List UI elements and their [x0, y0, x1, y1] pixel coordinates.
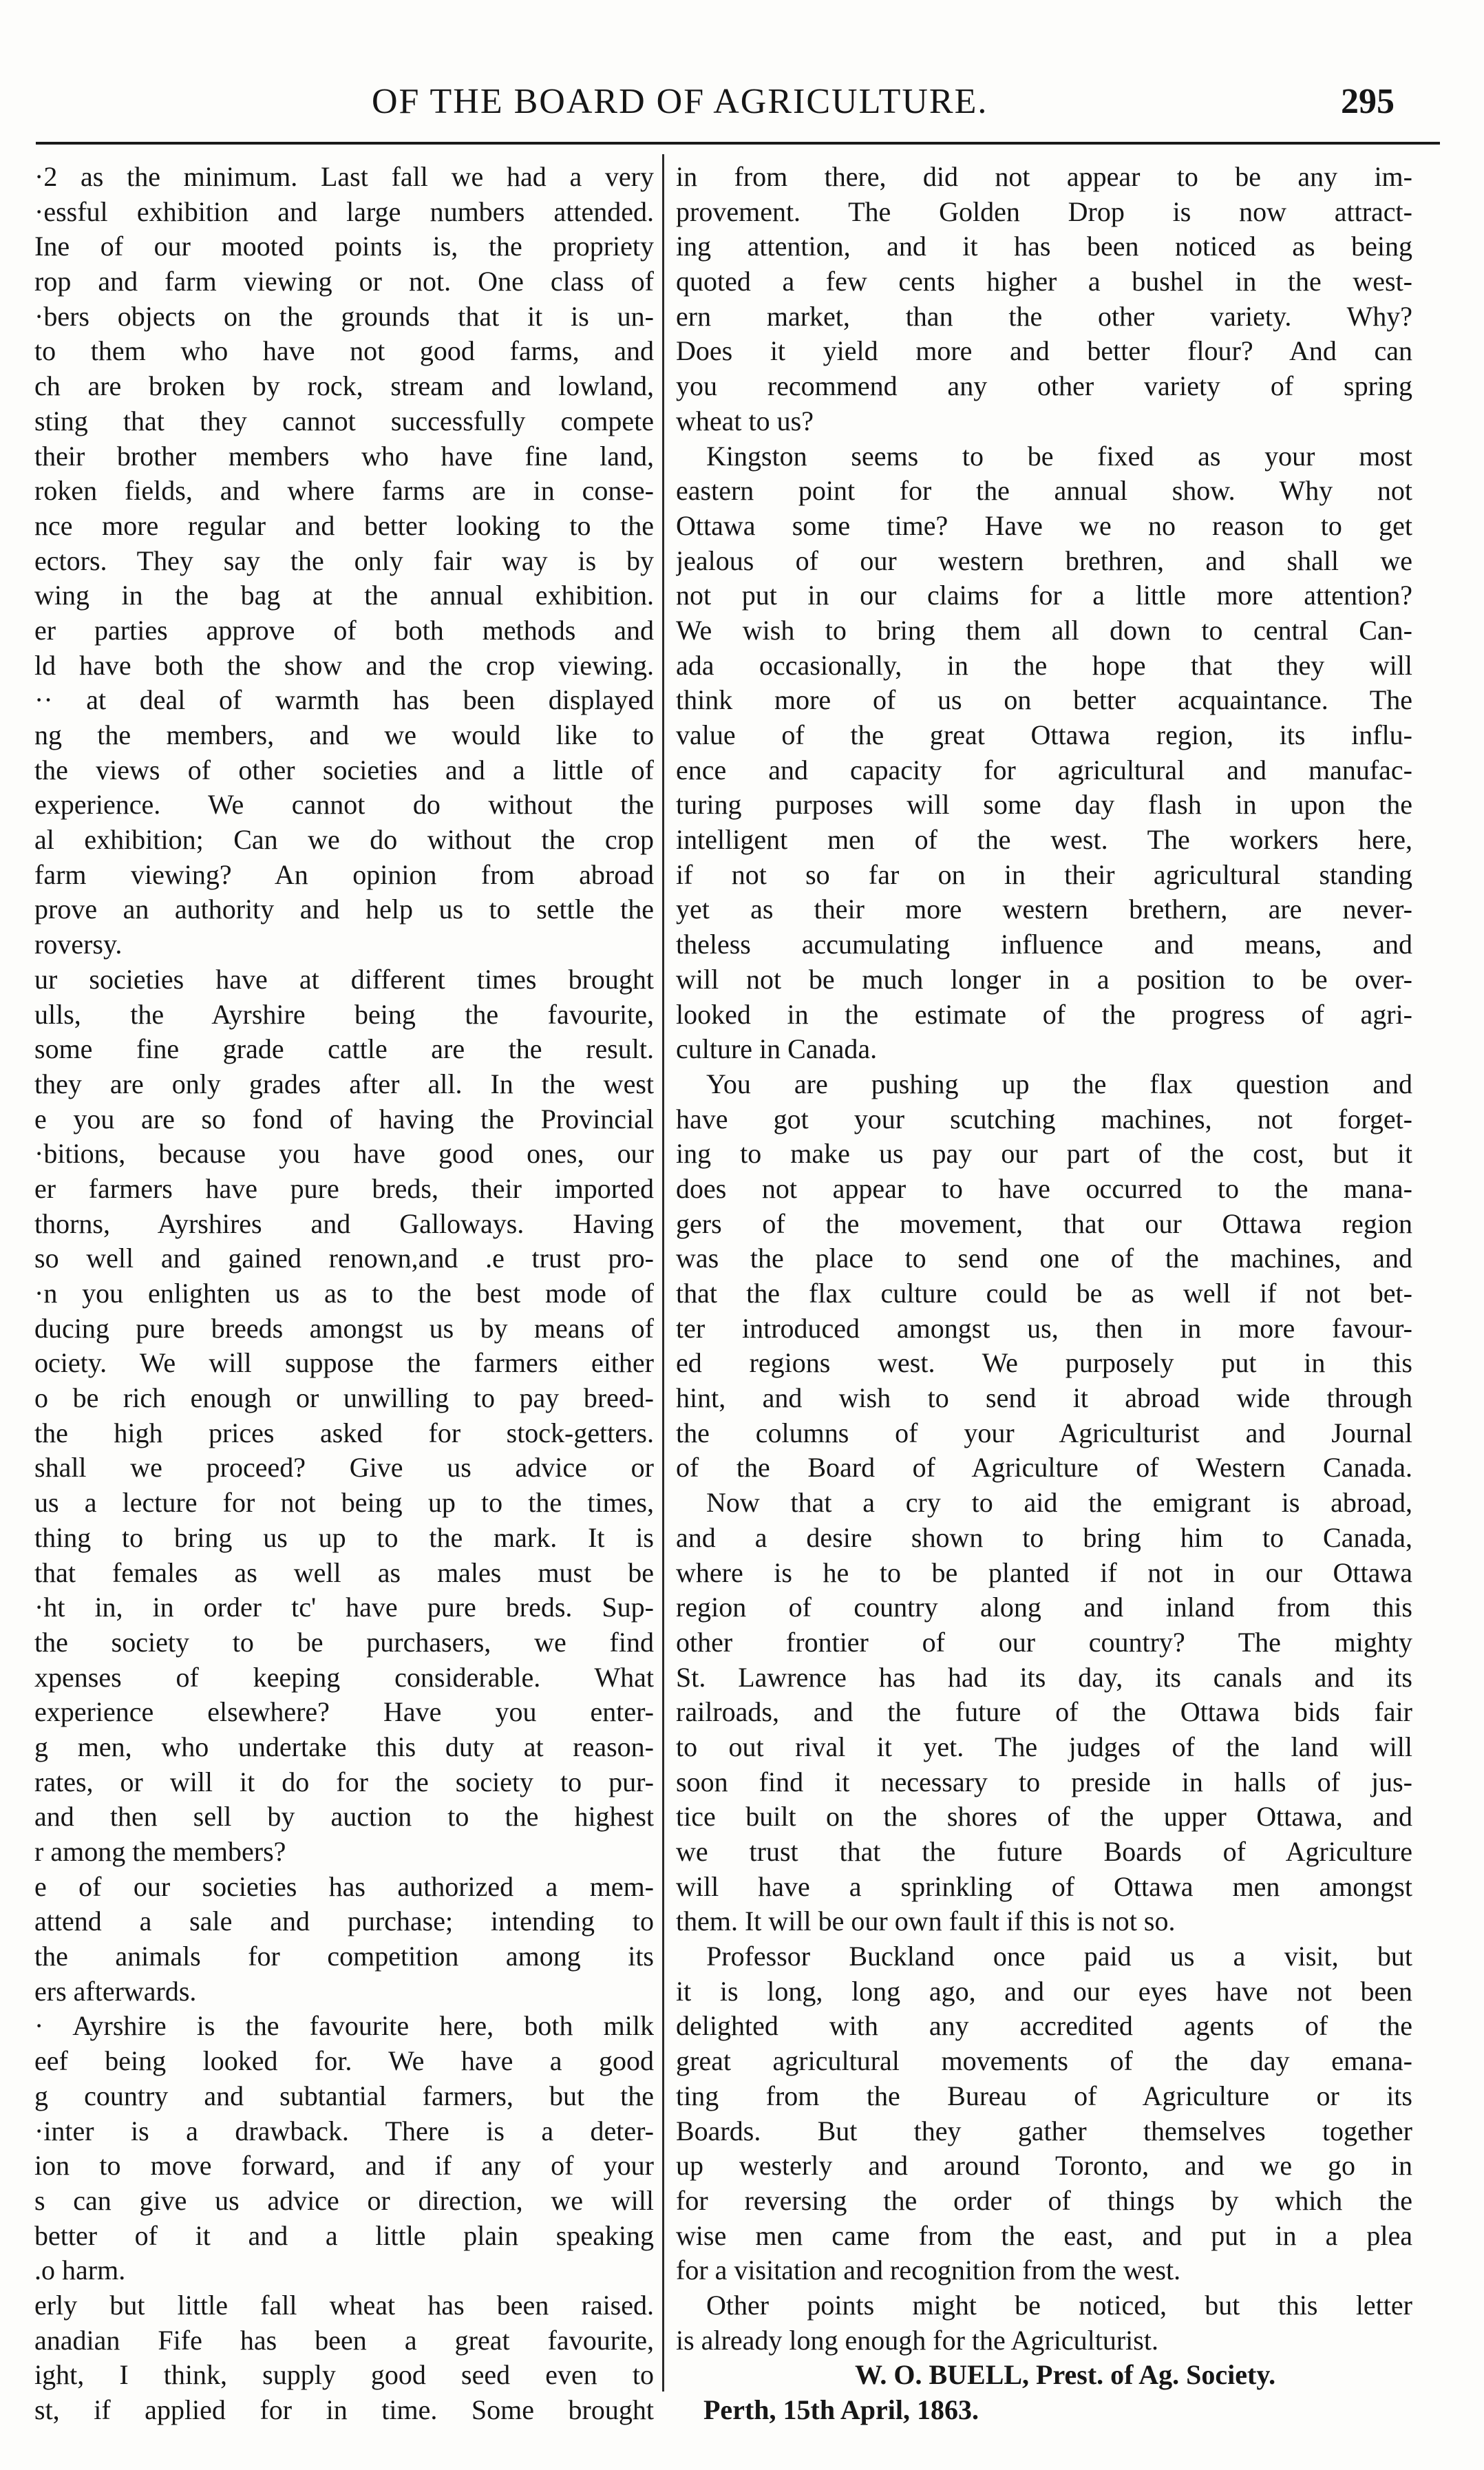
text-line: in from there, did not appear to be any im-: [676, 161, 1412, 192]
text-line: roversy.: [34, 929, 123, 960]
text-line: Perth, 15th April, 1863.: [703, 2394, 979, 2425]
text-line: ·bers objects on the grounds that it is un-: [34, 300, 654, 332]
text-line: W. O. BUELL, Prest. of Ag. Society.: [855, 2359, 1276, 2391]
text-line: prove an authority and help us to settle the: [34, 894, 654, 925]
text-line: tice built on the shores of the upper Ottawa, and: [676, 1801, 1412, 1833]
text-line: Professor Buckland once paid us a visit, but: [706, 1941, 1412, 1972]
text-line: for a visitation and recognition from the west.: [676, 2255, 1181, 2286]
text-line: looked in the estimate of the progress of agri-: [676, 998, 1412, 1030]
text-line: ·n you enlighten us as to the best mode of: [34, 1278, 654, 1309]
text-line: to them who have not good farms, and: [34, 335, 654, 367]
text-line: that the flax culture could be as well if not bet-: [676, 1278, 1412, 1309]
text-line: some fine grade cattle are the result.: [34, 1033, 654, 1065]
text-line: ducing pure breeds amongst us by means of: [34, 1312, 654, 1344]
text-line: gers of the movement, that our Ottawa region: [676, 1207, 1412, 1239]
text-line: where is he to be planted if not in our Ottawa: [676, 1556, 1412, 1588]
text-line: provement. The Golden Drop is now attract-: [676, 196, 1412, 227]
text-line: ern market, than the other variety. Why?: [676, 300, 1412, 332]
running-header: [0, 81, 1484, 136]
text-line: theless accumulating influence and means, and: [676, 929, 1412, 960]
text-line: ada occasionally, in the hope that they will: [676, 649, 1412, 681]
text-line: was the place to send one of the machines, and: [676, 1243, 1412, 1274]
text-line: roken fields, and where farms are in conse-: [34, 475, 654, 507]
text-line: thorns, Ayrshires and Galloways. Having: [34, 1207, 654, 1239]
text-line: g country and subtantial farmers, but the: [34, 2080, 654, 2111]
text-line: and then sell by auction to the highest: [34, 1801, 654, 1833]
text-line: ed regions west. We purposely put in this: [676, 1347, 1412, 1379]
text-line: so well and gained renown,and .e trust pro-: [34, 1243, 654, 1274]
text-line: anadian Fife has been a great favourite,: [34, 2324, 654, 2356]
text-line: ·· at deal of warmth has been displayed: [34, 684, 654, 716]
column-divider: [662, 154, 664, 2392]
text-line: ting from the Bureau of Agriculture or its: [676, 2080, 1412, 2111]
text-line: have got your scutching machines, not forget-: [676, 1103, 1412, 1134]
text-line: ·2 as the minimum. Last fall we had a very: [34, 161, 654, 192]
text-line: ing attention, and it has been noticed as being: [676, 231, 1412, 262]
text-line: eef being looked for. We have a good: [34, 2045, 654, 2077]
text-line: and a desire shown to bring him to Canada,: [676, 1521, 1412, 1553]
text-line: ld have both the show and the crop viewing.: [34, 649, 654, 681]
text-line: wheat to us?: [676, 405, 814, 436]
text-line: e you are so fond of having the Provincial: [34, 1103, 654, 1134]
text-line: g men, who undertake this duty at reason-: [34, 1731, 654, 1762]
text-line: wise men came from the east, and put in a plea: [676, 2219, 1412, 2251]
text-line: ·essful exhibition and large numbers attended.: [34, 196, 654, 227]
text-line: culture in Canada.: [676, 1033, 878, 1065]
text-line: hint, and wish to send it abroad wide through: [676, 1382, 1412, 1414]
text-line: Kingston seems to be fixed as your most: [706, 440, 1412, 472]
text-line: eastern point for the annual show. Why not: [676, 475, 1412, 507]
text-line: value of the great Ottawa region, its influ-: [676, 719, 1412, 750]
page-number: 295: [1341, 82, 1395, 121]
text-line: ch are broken by rock, stream and lowland,: [34, 370, 654, 402]
text-line: soon find it necessary to preside in halls of jus-: [676, 1766, 1412, 1797]
text-line: rop and farm viewing or not. One class of: [34, 266, 654, 297]
text-line: ers afterwards.: [34, 1975, 197, 2007]
right-column: [676, 160, 1412, 2428]
text-line: think more of us on better acquaintance. The: [676, 684, 1412, 716]
text-line: s can give us advice or direction, we will: [34, 2184, 654, 2216]
text-line: for reversing the order of things by which the: [676, 2184, 1412, 2216]
text-line: ulls, the Ayrshire being the favourite,: [34, 998, 654, 1030]
text-line: great agricultural movements of the day emana-: [676, 2045, 1412, 2077]
text-line: yet as their more western brethern, are never-: [676, 894, 1412, 925]
text-line: ectors. They say the only fair way is by: [34, 545, 654, 576]
text-line: thing to bring us up to the mark. It is: [34, 1521, 654, 1553]
text-line: delighted with any accredited agents of the: [676, 2010, 1412, 2042]
text-line: does not appear to have occurred to the mana-: [676, 1172, 1412, 1204]
text-line: o be rich enough or unwilling to pay breed-: [34, 1382, 654, 1414]
text-line: e of our societies has authorized a mem-: [34, 1870, 654, 1902]
text-line: region of country along and inland from this: [676, 1592, 1412, 1623]
text-line: er farmers have pure breds, their imported: [34, 1172, 654, 1204]
text-line: will not be much longer in a position to be over-: [676, 963, 1412, 995]
text-line: experience. We cannot do without the: [34, 789, 654, 821]
text-line: r among the members?: [34, 1836, 286, 1867]
text-line: .o harm.: [34, 2255, 126, 2286]
text-line: they are only grades after all. In the west: [34, 1068, 654, 1099]
text-line: we trust that the future Boards of Agriculture: [676, 1836, 1412, 1867]
text-line: al exhibition; Can we do without the crop: [34, 824, 654, 856]
text-line: the columns of your Agriculturist and Journal: [676, 1417, 1412, 1448]
text-line: jealous of our western brethren, and shall we: [676, 545, 1412, 576]
text-line: er parties approve of both methods and: [34, 614, 654, 646]
text-line: intelligent men of the west. The workers here,: [676, 824, 1412, 856]
text-line: quoted a few cents higher a bushel in the west-: [676, 266, 1412, 297]
text-line: their brother members who have fine land,: [34, 440, 654, 472]
text-line: the high prices asked for stock-getters.: [34, 1417, 654, 1448]
text-line: up westerly and around Toronto, and we go in: [676, 2150, 1412, 2182]
text-line: You are pushing up the flax question and: [706, 1068, 1412, 1099]
text-line: Other points might be noticed, but this letter: [706, 2289, 1412, 2321]
text-line: ·inter is a drawback. There is a deter-: [34, 2115, 654, 2146]
text-line: st, if applied for in time. Some brought: [34, 2394, 654, 2425]
text-line: We wish to bring them all down to central Can-: [676, 614, 1412, 646]
text-line: turing purposes will some day flash in upon the: [676, 789, 1412, 821]
text-line: wing in the bag at the annual exhibition.: [34, 580, 654, 611]
text-line: ng the members, and we would like to: [34, 719, 654, 750]
text-line: ter introduced amongst us, then in more favour-: [676, 1312, 1412, 1344]
text-line: shall we proceed? Give us advice or: [34, 1452, 654, 1484]
text-line: ociety. We will suppose the farmers either: [34, 1347, 654, 1379]
text-line: will have a sprinkling of Ottawa men amongst: [676, 1870, 1412, 1902]
text-line: ur societies have at different times brought: [34, 963, 654, 995]
text-line: St. Lawrence has had its day, its canals and its: [676, 1661, 1412, 1693]
text-line: rates, or will it do for the society to pur-: [34, 1766, 654, 1797]
text-line: is already long enough for the Agriculturist.: [676, 2324, 1158, 2356]
text-line: Now that a cry to aid the emigrant is abroad,: [706, 1487, 1412, 1519]
text-line: other frontier of our country? The mighty: [676, 1626, 1412, 1658]
text-line: the animals for competition among its: [34, 1941, 654, 1972]
text-line: attend a sale and purchase; intending to: [34, 1906, 654, 1937]
text-line: farm viewing? An opinion from abroad: [34, 858, 654, 890]
text-line: Ottawa some time? Have we no reason to get: [676, 509, 1412, 541]
text-line: railroads, and the future of the Ottawa bids fair: [676, 1696, 1412, 1728]
text-line: ing to make us pay our part of the cost, but it: [676, 1138, 1412, 1170]
text-line: if not so far on in their agricultural standing: [676, 858, 1412, 890]
text-line: Boards. But they gather themselves together: [676, 2115, 1412, 2146]
text-line: it is long, long ago, and our eyes have not been: [676, 1975, 1412, 2007]
text-line: of the Board of Agriculture of Western Canada.: [676, 1452, 1412, 1484]
running-title: OF THE BOARD OF AGRICULTURE.: [372, 82, 988, 121]
text-line: nce more regular and better looking to the: [34, 509, 654, 541]
text-line: erly but little fall wheat has been raised.: [34, 2289, 654, 2321]
text-line: ence and capacity for agricultural and manufac-: [676, 754, 1412, 785]
text-line: ·ht in, in order tc' have pure breds. Sup-: [34, 1592, 654, 1623]
text-line: better of it and a little plain speaking: [34, 2219, 654, 2251]
text-line: that females as well as males must be: [34, 1556, 654, 1588]
text-line: Ine of our mooted points is, the propriety: [34, 231, 654, 262]
text-line: ·bitions, because you have good ones, our: [34, 1138, 654, 1170]
text-line: the views of other societies and a little of: [34, 754, 654, 785]
header-rule: [36, 142, 1440, 145]
text-line: the society to be purchasers, we find: [34, 1626, 654, 1658]
text-line: sting that they cannot successfully compete: [34, 405, 654, 436]
text-line: them. It will be our own fault if this is not so.: [676, 1906, 1176, 1937]
left-column: [34, 160, 654, 2428]
text-line: experience elsewhere? Have you enter-: [34, 1696, 654, 1728]
text-line: not put in our claims for a little more attention?: [676, 580, 1412, 611]
text-line: us a lecture for not being up to the times,: [34, 1487, 654, 1519]
text-line: ion to move forward, and if any of your: [34, 2150, 654, 2182]
text-line: ight, I think, supply good seed even to: [34, 2359, 654, 2391]
text-line: xpenses of keeping considerable. What: [34, 1661, 654, 1693]
text-line: · Ayrshire is the favourite here, both milk: [34, 2010, 654, 2042]
text-line: Does it yield more and better flour? And can: [676, 335, 1412, 367]
text-line: to out rival it yet. The judges of the land will: [676, 1731, 1412, 1762]
text-line: you recommend any other variety of spring: [676, 370, 1412, 402]
